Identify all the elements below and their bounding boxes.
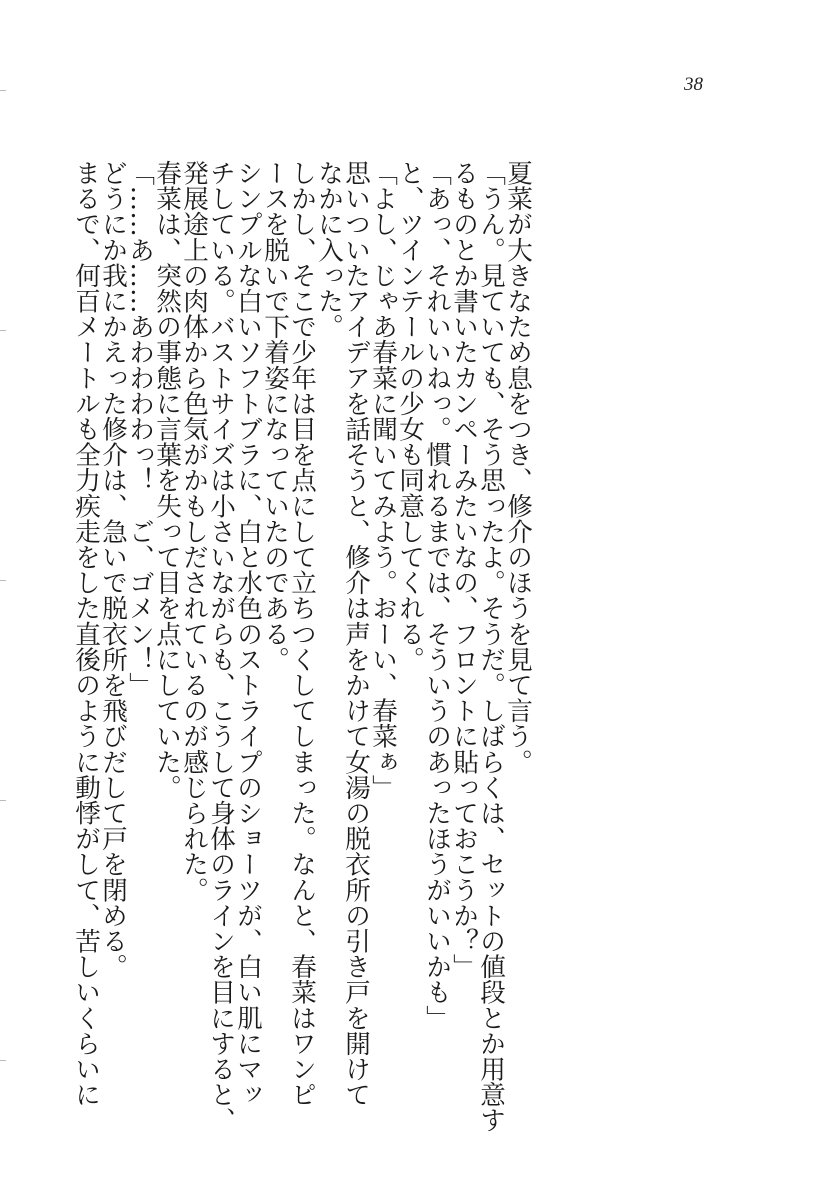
text-line: 「あっ、それいいねっ。慣れるまでは、そういうのあったほうがいいかも」 <box>422 160 452 1031</box>
text-line: 「うん。見ていても、そう思ったよ。そうだ。しばらくは、セットの値段とか用意す <box>476 160 506 1133</box>
scan-edge-mark <box>0 580 6 581</box>
text-line: るものとか書いたカンペーみたいなの、フロントに貼っておこうか？」 <box>449 160 479 980</box>
text-line: と、ツインテールの少女も同意してくれる。 <box>395 160 425 672</box>
text-line: 「よし、じゃあ春菜に聞いてみよう。おーい、春菜ぁ」 <box>368 160 398 800</box>
text-line: どうにか我にかえった修介は、急いで脱衣所を飛びだして戸を閉める。 <box>98 160 128 980</box>
text-line: ースを脱いで下着姿になっていたのである。 <box>260 160 290 672</box>
text-line: 「……あ……あわわわわっ！ ご、ゴメン！」 <box>125 160 155 698</box>
scan-edge-mark <box>0 1060 6 1061</box>
scan-edge-mark <box>0 330 6 331</box>
text-line: 春菜は、突然の事態に言葉を失って目を点にしていた。 <box>152 160 182 800</box>
text-line: 思いついたアイデアを話そうと、修介は声をかけて女湯の脱衣所の引き戸を開けて <box>341 160 371 1108</box>
text-line: 発展途上の肉体から色気がかもしだされているのが感じられた。 <box>179 160 209 903</box>
body-text <box>71 160 533 1133</box>
text-line: 夏菜が大きなため息をつき、修介のほうを見て言う。 <box>503 160 533 775</box>
text-line: なかに入った。 <box>314 160 344 340</box>
page-number: 38 <box>684 74 703 95</box>
text-line: しかし、そこで少年は目を点にして立ちつくしてしまった。なんと、春菜はワンピ <box>287 160 317 1108</box>
text-line: チしている。バストサイズは小さいながらも、こうして身体のラインを目にすると、 <box>206 160 236 1133</box>
text-line: まるで、何百メートルも全力疾走をした直後のように動悸がして、苦しいくらいに <box>71 160 101 1108</box>
scan-edge-mark <box>0 800 6 801</box>
text-line: シンプルな白いソフトブラに、白と水色のストライプのショーツが、白い肌にマッ <box>233 160 263 1108</box>
scan-edge-mark <box>0 90 6 91</box>
